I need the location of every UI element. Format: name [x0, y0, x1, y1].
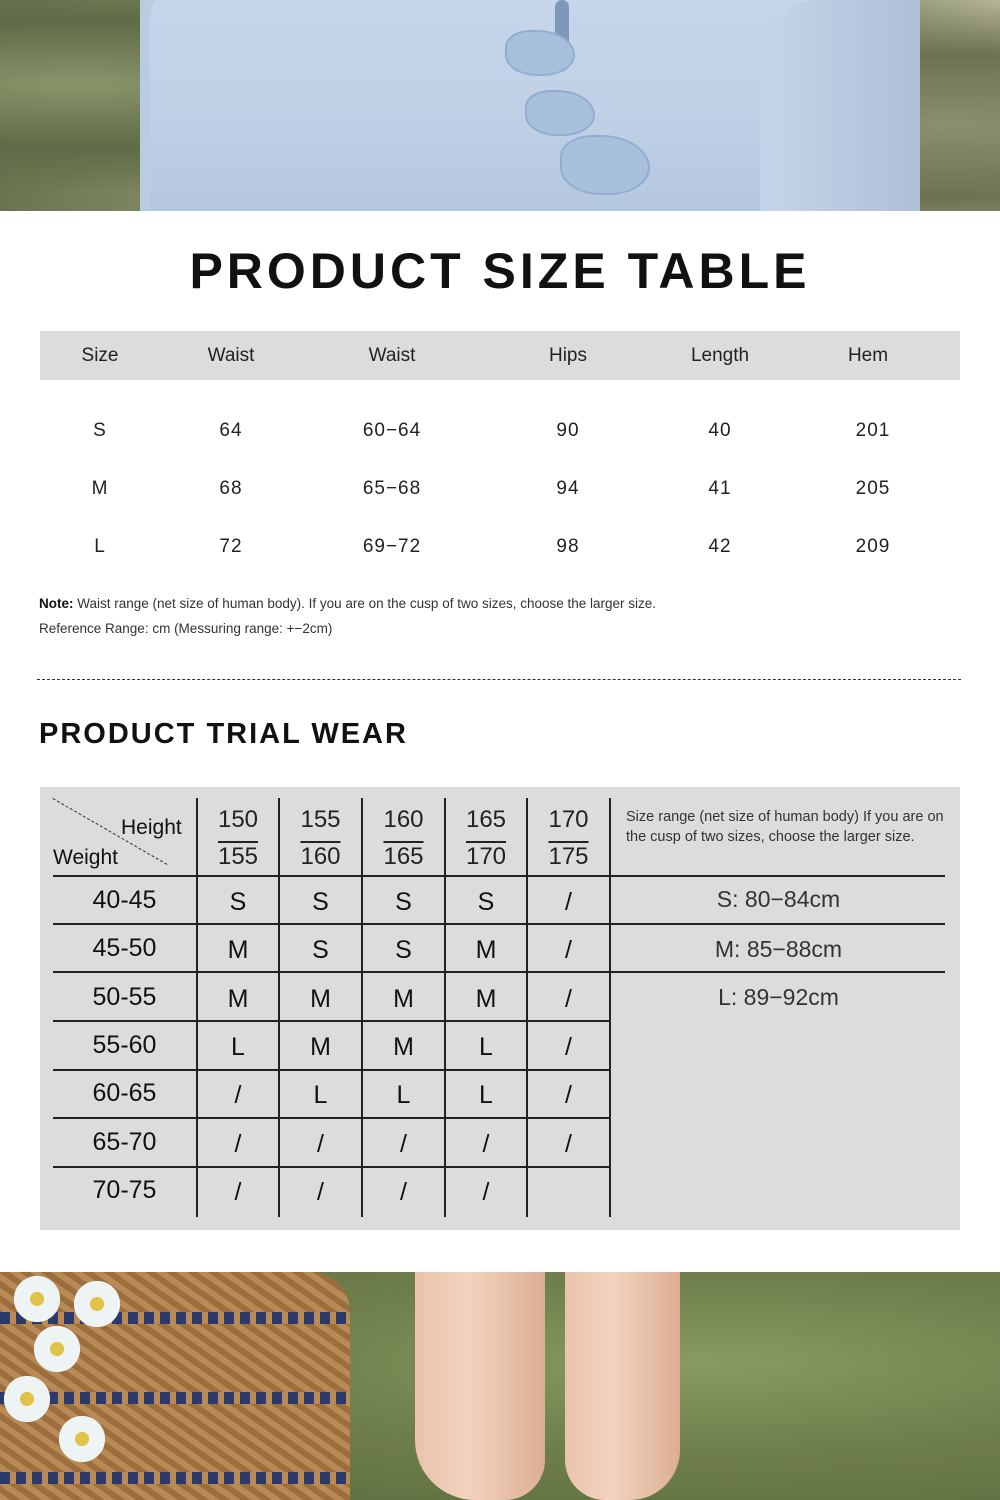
daisy-flower: [55, 1412, 109, 1466]
grid-line: [53, 1020, 610, 1022]
height-header: [446, 801, 526, 875]
size-recommendation-cell: /: [317, 1178, 324, 1206]
size-recommendation-cell: M: [227, 985, 249, 1013]
hem-cell: 205: [855, 478, 891, 499]
shirt-sleeve-right: [760, 0, 920, 211]
weight-label: 40-45: [92, 886, 157, 914]
height-header: [280, 801, 361, 875]
size-table-header: [40, 331, 960, 380]
size-recommendation-cell: L: [313, 1081, 328, 1109]
note-text: Waist range (net size of human body). If you are on the cusp of two sizes, choose the larger size.: [73, 596, 657, 611]
height-from: 155: [300, 806, 341, 833]
header-waist: Waist: [207, 345, 255, 366]
height-to: 175: [548, 843, 589, 870]
hem-cell: 201: [855, 420, 891, 441]
size-recommendation-cell: /: [565, 888, 572, 916]
size-recommendation-cell: M: [475, 936, 497, 964]
weight-label: 65-70: [92, 1128, 157, 1156]
size-recommendation-cell: /: [400, 1178, 407, 1206]
corner-weight-label: Weight: [53, 846, 118, 869]
grid-line: [53, 875, 945, 877]
table-row: [40, 532, 960, 562]
grid-line: [53, 923, 945, 925]
height-to: 155: [217, 843, 259, 870]
size-recommendation-cell: L: [479, 1033, 493, 1061]
size-recommendation-cell: /: [234, 1130, 242, 1158]
header-size: Size: [81, 345, 119, 366]
size-recommendation-cell: /: [234, 1178, 242, 1206]
size-recommendation-cell: M: [310, 1033, 331, 1061]
size-recommendation-cell: L: [396, 1081, 411, 1109]
height-header: [363, 801, 444, 875]
size-recommendation-cell: L: [231, 1033, 245, 1061]
grid-line: [53, 1166, 610, 1168]
size-recommendation-cell: /: [565, 1033, 572, 1061]
waist-cell: 68: [219, 478, 243, 499]
daisy-flower: [30, 1322, 84, 1376]
size-cell: S: [93, 420, 107, 441]
note-label: Note:: [39, 596, 74, 611]
waist-range-cell: 69−72: [362, 536, 422, 557]
reference-note: Reference Range: cm (Messuring range: +−2cm): [39, 621, 333, 636]
table-row: [40, 416, 960, 446]
size-recommendation-cell: /: [317, 1130, 324, 1158]
ruffle-detail: [525, 90, 595, 136]
size-cell: M: [91, 478, 109, 499]
size-recommendation-cell: /: [482, 1178, 490, 1206]
page-title: PRODUCT SIZE TABLE: [189, 243, 811, 299]
ruffle-detail: [505, 30, 575, 76]
hips-cell: 90: [556, 420, 580, 441]
size-recommendation-cell: S: [395, 936, 412, 964]
waist-cell: 72: [219, 536, 243, 557]
size-recommendation-cell: /: [482, 1130, 490, 1158]
weight-label: 55-60: [92, 1031, 157, 1059]
hem-cell: 209: [855, 536, 891, 557]
height-header: [528, 801, 609, 875]
size-recommendation-cell: S: [229, 888, 247, 916]
size-recommendation-cell: /: [565, 1130, 572, 1158]
size-note: [39, 596, 656, 611]
header-length: Length: [690, 345, 750, 366]
length-cell: 40: [708, 420, 732, 441]
weight-label: 45-50: [92, 934, 157, 962]
model-leg-left: [415, 1272, 545, 1500]
height-header: [198, 801, 278, 875]
basket-stripe: [0, 1472, 350, 1484]
size-cell: L: [94, 536, 106, 557]
size-recommendation-cell: /: [565, 936, 572, 964]
size-recommendation-cell: M: [393, 985, 414, 1013]
size-recommendation-cell: M: [393, 1033, 414, 1061]
header-hem: Hem: [847, 345, 889, 366]
size-recommendation-cell: /: [565, 985, 572, 1013]
header-waist-range: Waist: [368, 345, 416, 366]
grid-line: [53, 1069, 610, 1071]
range-m: M: 85−88cm: [714, 936, 843, 962]
waist-range-cell: 60−64: [362, 420, 422, 441]
corner-height-label: Height: [121, 816, 182, 839]
height-to: 160: [300, 843, 341, 870]
grid-line: [53, 1117, 610, 1119]
size-recommendation-cell: M: [310, 985, 331, 1013]
daisy-flower: [70, 1277, 124, 1331]
length-cell: 42: [708, 536, 732, 557]
header-hips: Hips: [548, 345, 587, 366]
weight-label: 60-65: [92, 1079, 157, 1107]
weight-label: 70-75: [92, 1176, 157, 1204]
size-recommendation-cell: /: [234, 1081, 242, 1109]
waist-range-cell: 65−68: [362, 478, 422, 499]
blue-shirt: [150, 0, 840, 211]
top-product-photo: [0, 0, 1000, 211]
height-from: 165: [465, 806, 507, 833]
size-table: [40, 331, 960, 557]
model-leg-right: [565, 1272, 680, 1500]
length-cell: 41: [708, 478, 732, 499]
height-from: 160: [383, 806, 424, 833]
height-from: 170: [548, 806, 589, 833]
size-recommendation-cell: S: [312, 888, 329, 916]
size-recommendation-cell: L: [479, 1081, 493, 1109]
table-row: [40, 474, 960, 504]
weight-label: 50-55: [92, 983, 157, 1011]
height-to: 170: [465, 843, 507, 870]
size-recommendation-cell: M: [227, 936, 249, 964]
height-from: 150: [217, 806, 259, 833]
size-recommendation-cell: S: [312, 936, 329, 964]
size-recommendation-cell: S: [477, 888, 495, 916]
hips-cell: 98: [556, 536, 580, 557]
range-l: L: 89−92cm: [718, 984, 839, 1010]
dashed-divider: [37, 679, 961, 680]
hips-cell: 94: [556, 478, 580, 499]
daisy-flower: [0, 1372, 54, 1426]
size-recommendation-cell: /: [400, 1130, 407, 1158]
size-range-note: Size range (net size of human body) If you are on the cusp of two sizes, choose the larger size.: [626, 809, 944, 845]
size-recommendation-cell: M: [475, 985, 497, 1013]
range-s: S: 80−84cm: [716, 886, 841, 912]
waist-cell: 64: [219, 420, 243, 441]
height-to: 165: [383, 843, 424, 870]
grid-line: [53, 971, 945, 973]
section-title: PRODUCT TRIAL WEAR: [39, 718, 408, 750]
size-recommendation-cell: /: [565, 1081, 572, 1109]
size-recommendation-cell: S: [395, 888, 412, 916]
daisy-flower: [10, 1272, 64, 1326]
bottom-product-photo: [0, 1272, 1000, 1500]
